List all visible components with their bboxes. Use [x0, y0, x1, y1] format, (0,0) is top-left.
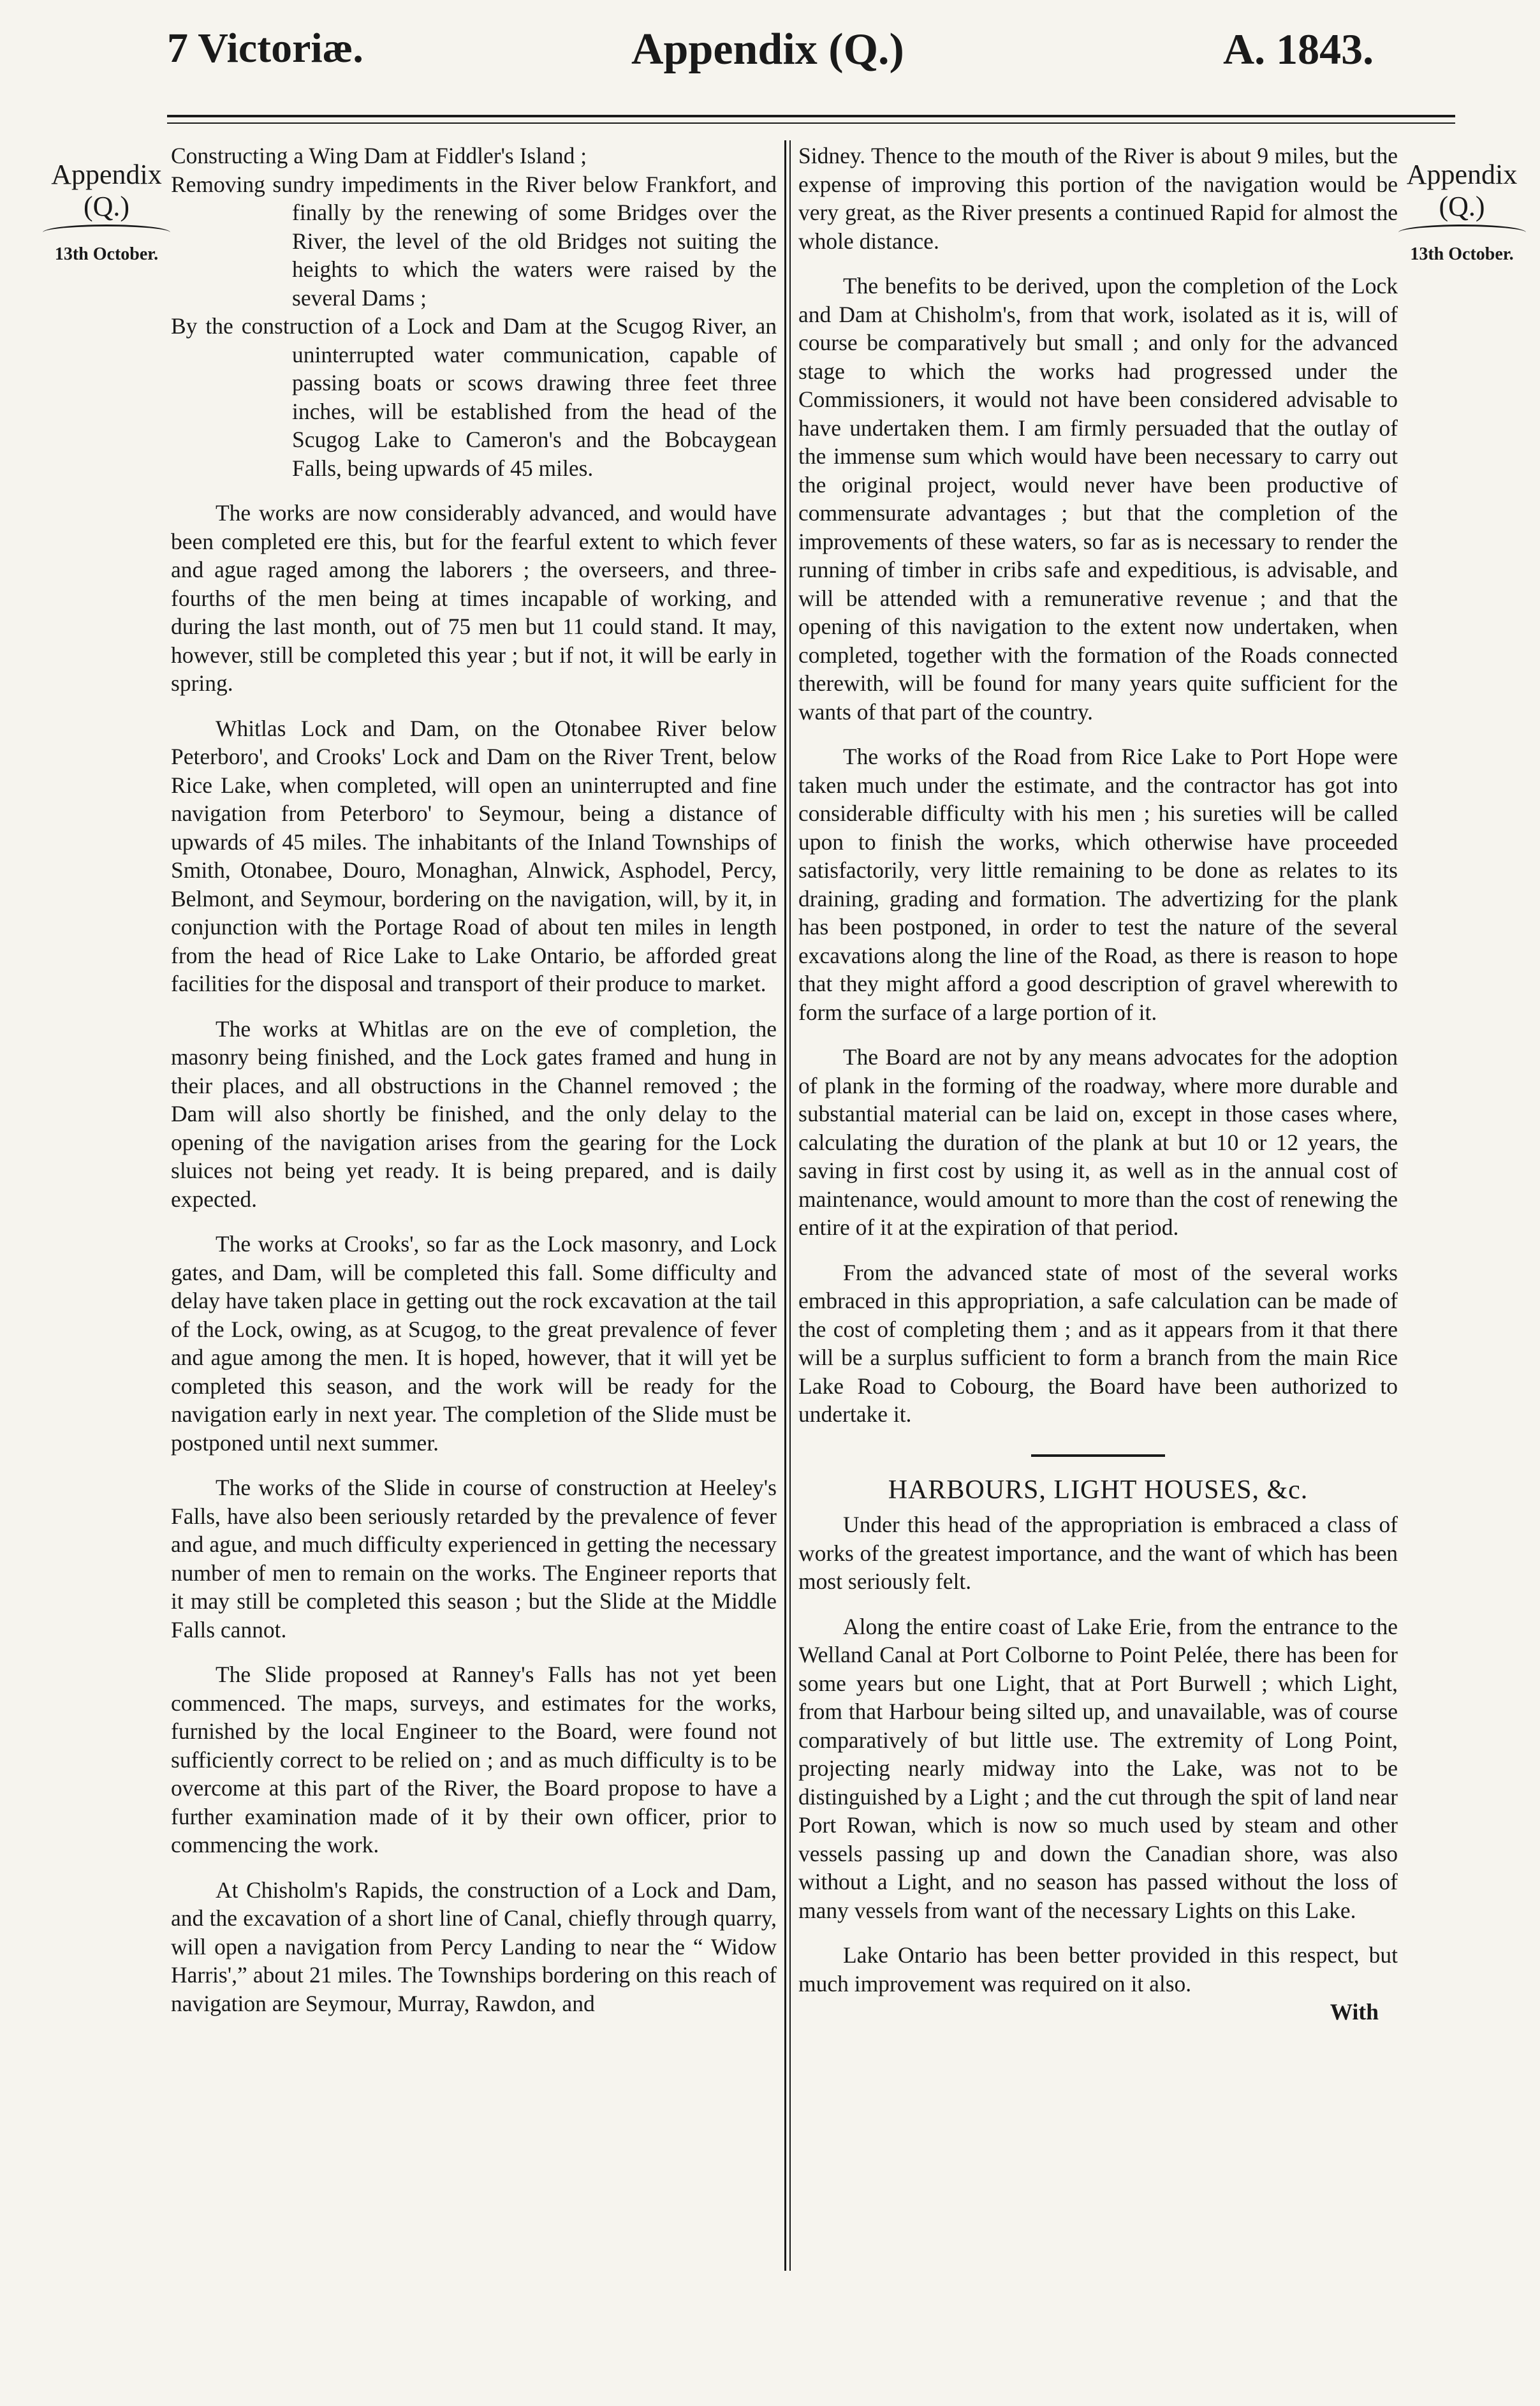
header-appendix-title: Appendix (Q.): [631, 25, 904, 74]
paragraph: The works of the Road from Rice Lake to Port Hope were taken much under the estimate, and the contractor has got into considerable difficulty with his men ; his sureties will be called upon to finish the works, which otherwise have proceeded satisfactorily, very little remaining to be done as relates to its draining, grading and formation. The advertizing for the plank has been postponed, in order to test the nature of the several excavations along the line of the Road, as there is reason to hope that they might afford a good description of gravel wherewith to form the surface of a large portion of it.: [798, 744, 1398, 1025]
paragraph: The Board are not by any means advocates for the adoption of plank in the forming of the roadway, where more durable and substantial material can be laid on, except in those cases where, calculating the duration of the plank at but 10 or 12 years, the saving in first cost by using it, as well as in the annual cost of maintenance, would amount to more than the cost of renewing the entire of it at the expiration of that period.: [798, 1044, 1398, 1240]
paragraph: The works are now considerably advanced, and would have been completed ere this, but for the fearful extent to which fever and ague raged among the laborers ; the overseers, and three-fourths of the men being at times incapable of working, and during the last month, out of 75 men but 11 could stand. It may, however, still be completed this year ; but if not, it will be early in spring.: [171, 500, 777, 696]
paragraph: Under this head of the appropriation is embraced a class of works of the greatest importance, and the want of which has been most seriously felt.: [798, 1512, 1398, 1594]
paragraph: The works at Whitlas are on the eve of completion, the masonry being finished, and the Lock gates framed and hung in their places, and all obstructions in the Channel removed ; the Dam will also shortly be finished, and the only delay to the opening of the navigation arises from the gearing for the Lock sluices not being yet ready. It is being prepared, and is daily expected.: [171, 1015, 777, 1212]
paragraph: At Chisholm's Rapids, the construction of a Lock and Dam, and the excavation of a short line of Canal, chiefly through quarry, will open a navigation from Percy Landing to near the “ Widow Harris',” about 21 miles. The Townships bordering on this reach of navigation are Seymour, Murray, Rawdon, and: [171, 1877, 777, 2016]
paragraph: The benefits to be derived, upon the completion of the Lock and Dam at Chisholm's, from that work, isolated as it is, will of course be comparatively but small ; and only for the advanced stage to which the works had progressed under the Commissioners, it would not have been considered advisable to have undertaken them. I am firmly persuaded that the outlay of the immense sum which would have been necessary to carry out the original project, would never have been productive of commensurate advantages ; but that the completion of the improvements of these waters, so far as is necessary to render the running of timber in cribs safe and expeditious, is advisable, and will be attended with a remunerative revenue ; and that the opening of this navigation to the extent now undertaken, when completed, together with the formation of the Roads connected therewith, will be found for many years quite sufficient for the wants of that part of the country.: [798, 273, 1398, 725]
margin-note-appendix: Appendix: [51, 159, 162, 190]
margin-note-date: 13th October.: [1410, 244, 1514, 264]
margin-note-brace: [1398, 225, 1526, 240]
column-divider-inner: [789, 140, 791, 2271]
list-item: Removing sundry impediments in the River below Frankfort, and finally by the renewing of some Bridges over the River, the level of the old Bridges not suiting the heights to which the waters were raised by the several Dams ;: [171, 171, 777, 311]
paragraph-continuation: Sidney. Thence to the mouth of the River is about 9 miles, but the expense of improving this portion of the navigation would be very great, as the River presents a continued Rapid for almost the whole distance.: [798, 143, 1398, 254]
paragraph: The works at Crooks', so far as the Lock masonry, and Lock gates, and Dam, will be completed this fall. Some difficulty and delay have taken place in getting out the rock excavation at the tail of the Lock, owing, as at Scugog, to the great prevalence of fever and ague among the men. It is hoped, however, that it will yet be completed this season, and the work will be ready for the navigation early in next year. The completion of the Slide must be postponed until next summer.: [171, 1231, 777, 1456]
margin-note-right: [1390, 158, 1534, 265]
header-rule-thick: [167, 115, 1455, 117]
left-column: [171, 142, 777, 2018]
paragraph: Along the entire coast of Lake Erie, from the entrance to the Welland Canal at Port Colborne to Point Pelée, there has been for some years but one Light, that at Port Burwell ; which Light, from that Harbour being silted up, and unavailable, was of course comparatively of but little use. The extremity of Long Point, projecting nearly midway into the Lake, was not to be distinguished by a Light ; and the cut through the spit of land near Port Rowan, which is now so much used by steam and other vessels passing up and down the Canadian shore, was also without a Light, and no season has passed without the loss of many vessels from want of the necessary Lights on this Lake.: [798, 1613, 1398, 1923]
paragraph: The works of the Slide in course of construction at Heeley's Falls, have also been seriously retarded by the prevalence of fever and ague, and much difficulty experienced in getting the necessary number of men to remain on the works. The Engineer reports that it may still be completed this season ; but the Slide at the Middle Falls cannot.: [171, 1475, 777, 1642]
column-divider: [784, 140, 786, 2271]
section-heading: HARBOURS, LIGHT HOUSES, &c.: [888, 1475, 1309, 1505]
header-regnal-year: 7 Victoriæ.: [167, 25, 363, 71]
margin-note-letter: (Q.): [1439, 191, 1485, 222]
header-rule-thin: [167, 122, 1455, 124]
margin-note-left: [33, 158, 180, 265]
margin-note-letter: (Q.): [83, 191, 130, 222]
paragraph: Lake Ontario has been better provided in this respect, but much improvement was required on it also.: [798, 1942, 1398, 1996]
margin-note-brace: [43, 225, 170, 240]
header-session-year: A. 1843.: [1223, 25, 1374, 73]
paragraph: From the advanced state of most of the several works embraced in this appropriation, a safe calculation can be made of the cost of completing them ; and as it appears from it that there will be a surplus sufficient to form a branch from the main Rice Lake Road to Cobourg, the Board have been authorized to undertake it.: [798, 1259, 1398, 1427]
margin-note-date: 13th October.: [54, 244, 159, 264]
catchword: With: [1330, 1999, 1379, 2025]
list-item: By the construction of a Lock and Dam at the Scugog River, an uninterrupted water communication, capable of passing boats or scows drawing three feet three inches, will be established from the head of the Scugog Lake to Cameron's and the Bobcaygean Falls, being upwards of 45 miles.: [171, 313, 777, 481]
paragraph: Whitlas Lock and Dam, on the Otonabee River below Peterboro', and Crooks' Lock and Dam on the River Trent, below Rice Lake, when completed, will open an uninterrupted and fine navigation from Peterboro' to Seymour, being a distance of upwards of 45 miles. The inhabitants of the Inland Townships of Smith, Otonabee, Douro, Monaghan, Alnwick, Asphodel, Percy, Belmont, and Seymour, bordering on the navigation, will, by it, in conjunction with the Portage Road of about ten miles in length from the head of Rice Lake to Lake Ontario, be afforded great facilities for the disposal and transport of their produce to market.: [171, 715, 777, 996]
margin-note-appendix: Appendix: [1406, 159, 1518, 190]
list-item: Constructing a Wing Dam at Fiddler's Island ;: [171, 143, 587, 168]
right-column: [798, 142, 1398, 2026]
section-separator: [1031, 1454, 1165, 1457]
running-header: [0, 24, 1540, 94]
paragraph: The Slide proposed at Ranney's Falls has not yet been commenced. The maps, surveys, and estimates for the works, furnished by the local Engineer to the Board, were found not sufficiently correct to be relied on ; and as much difficulty is to be overcome at this part of the River, the Board propose to have a further examination made of it by their own officer, prior to commencing the work.: [171, 1662, 777, 1857]
